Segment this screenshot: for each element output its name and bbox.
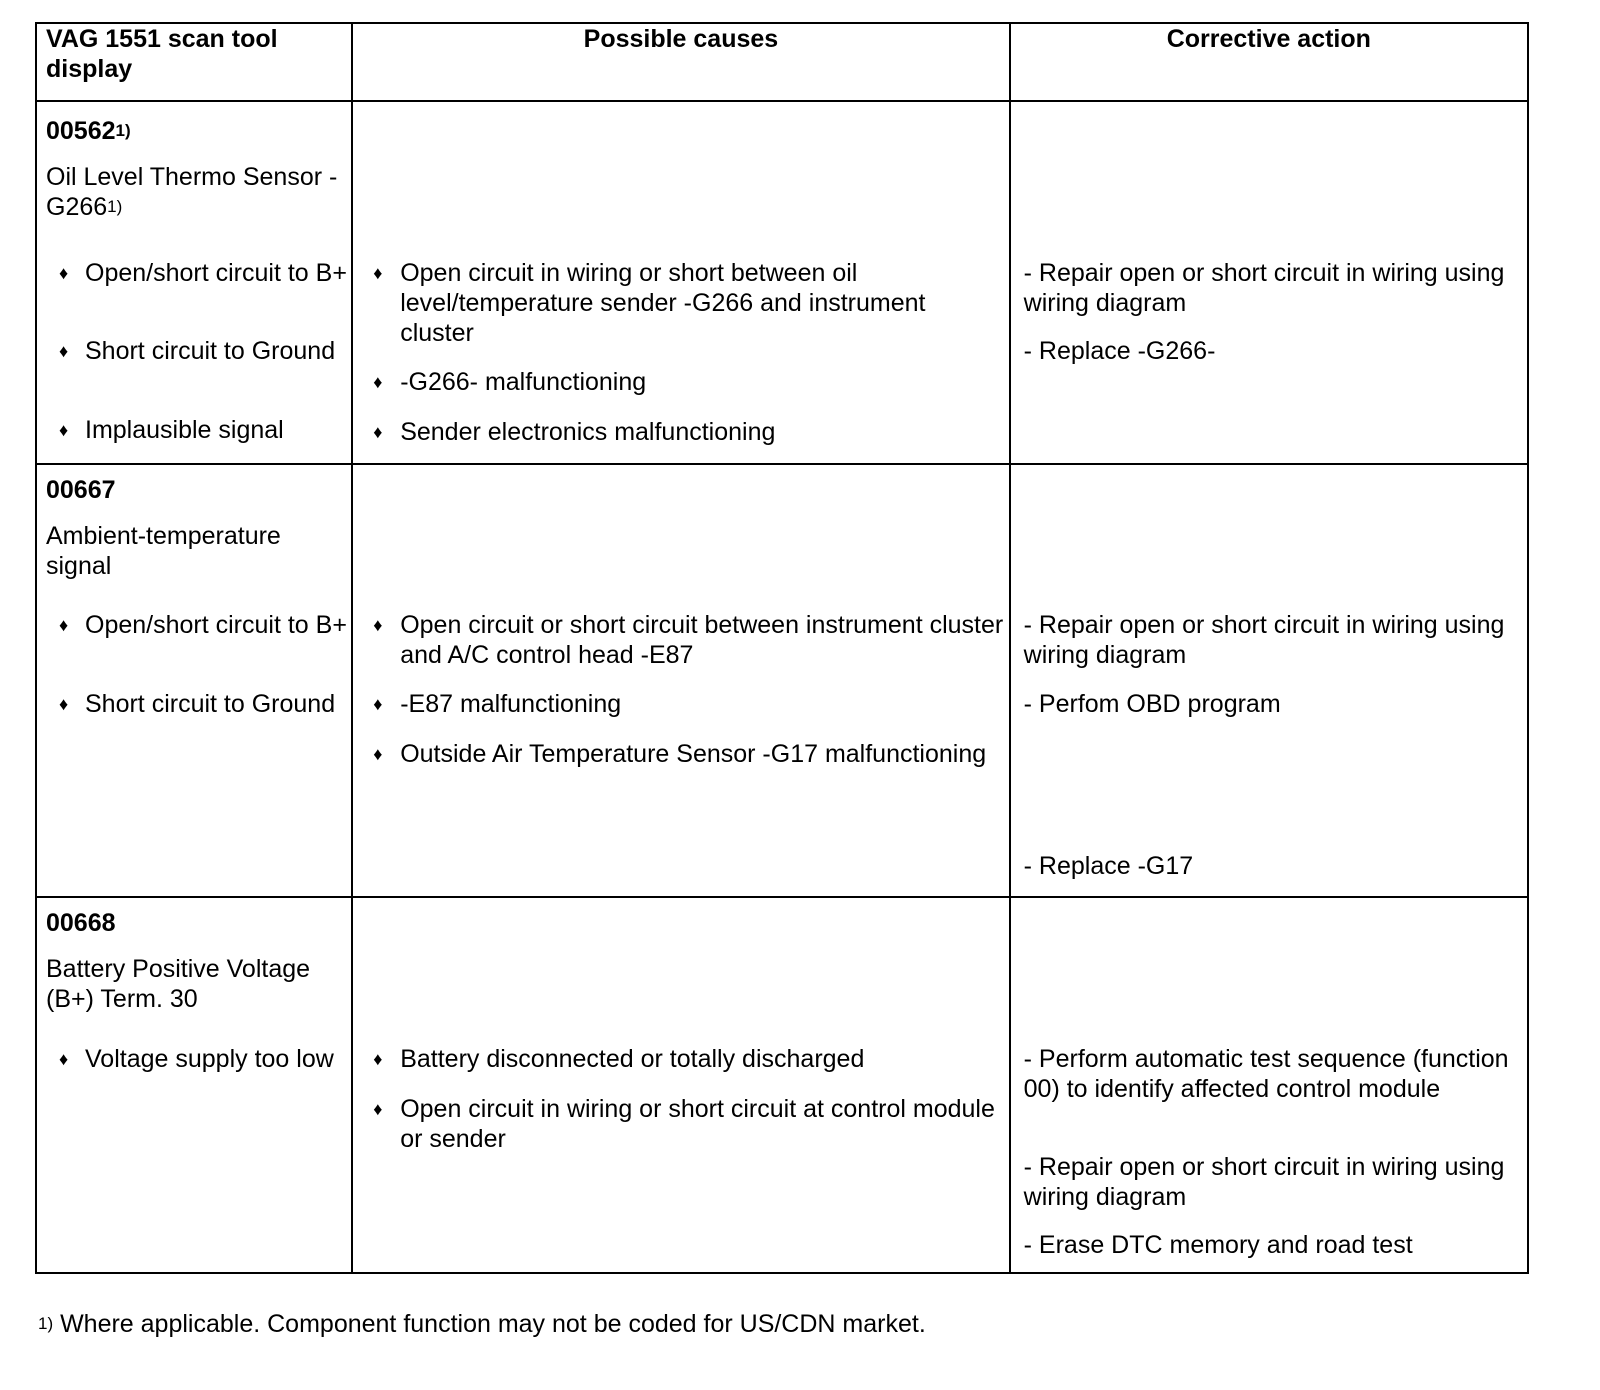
list-item bbox=[353, 367, 1004, 397]
list-item-text: Open circuit in wiring or short between oil level/temperature sender -G266 and instrument cluster bbox=[400, 259, 926, 348]
action-item: - Perform automatic test sequence (function 00) to identify affected control module bbox=[1023, 1044, 1509, 1103]
diamond-bullet-icon: ♦ bbox=[373, 744, 383, 765]
list-item bbox=[37, 415, 347, 445]
table-row bbox=[36, 101, 1528, 464]
list-item-text: Implausible signal bbox=[85, 416, 284, 445]
diamond-bullet-icon: ♦ bbox=[59, 694, 69, 715]
dtc-code bbox=[46, 908, 116, 938]
action-cell bbox=[1010, 897, 1528, 1273]
list-item-text: Open/short circuit to B+ bbox=[85, 611, 347, 640]
list-item bbox=[353, 610, 1004, 670]
diamond-bullet-icon: ♦ bbox=[59, 1048, 69, 1069]
list-item-text: Short circuit to Ground bbox=[85, 690, 336, 719]
header-action: Corrective action bbox=[1010, 23, 1528, 101]
action-cell bbox=[1010, 101, 1528, 464]
action-item: - Repair open or short circuit in wiring using wiring diagram bbox=[1023, 611, 1505, 670]
display-cell bbox=[36, 897, 352, 1273]
dtc-code bbox=[46, 116, 131, 146]
list-item-text: Open circuit or short circuit between instrument cluster and A/C control head -E87 bbox=[400, 611, 1004, 670]
list-item-text: Open/short circuit to B+ bbox=[85, 259, 347, 288]
diamond-bullet-icon: ♦ bbox=[373, 372, 383, 393]
list-item bbox=[353, 689, 1004, 719]
list-item bbox=[353, 1094, 1004, 1154]
action-item: - Replace -G266- bbox=[1023, 337, 1216, 366]
footnote-marker: 1) bbox=[107, 197, 123, 217]
footnote bbox=[38, 1309, 926, 1339]
dtc-code-text: 00562 bbox=[46, 117, 116, 146]
list-item bbox=[353, 1044, 1004, 1074]
list-item-text: Short circuit to Ground bbox=[85, 337, 336, 366]
causes-cell bbox=[352, 464, 1009, 896]
header-causes: Possible causes bbox=[352, 23, 1009, 101]
list-item bbox=[353, 258, 1004, 348]
action-item: - Perfom OBD program bbox=[1023, 690, 1281, 719]
header-display: VAG 1551 scan tool display bbox=[36, 23, 352, 101]
list-item bbox=[37, 610, 347, 640]
dtc-description-text: Battery Positive Voltage (B+) Term. 30 bbox=[46, 954, 311, 1013]
dtc-code bbox=[46, 475, 116, 505]
causes-cell bbox=[352, 897, 1009, 1273]
display-cell bbox=[36, 101, 352, 464]
diamond-bullet-icon: ♦ bbox=[373, 615, 383, 636]
dtc-description bbox=[46, 521, 347, 581]
action-item: - Erase DTC memory and road test bbox=[1023, 1230, 1413, 1259]
dtc-table bbox=[35, 22, 1529, 1274]
diamond-bullet-icon: ♦ bbox=[373, 694, 383, 715]
diamond-bullet-icon: ♦ bbox=[59, 341, 69, 362]
dtc-code-text: 00667 bbox=[46, 476, 116, 505]
action-item: - Replace -G17 bbox=[1023, 852, 1194, 881]
table-header-row bbox=[36, 23, 1528, 101]
table-row bbox=[36, 897, 1528, 1273]
footnote-marker: 1) bbox=[38, 1314, 54, 1333]
diamond-bullet-icon: ♦ bbox=[373, 1098, 383, 1119]
diamond-bullet-icon: ♦ bbox=[59, 263, 69, 284]
dtc-description-text: Oil Level Thermo Sensor -G266 bbox=[46, 163, 338, 222]
dtc-description bbox=[46, 954, 347, 1014]
list-item bbox=[37, 258, 347, 288]
list-item-text: Sender electronics malfunctioning bbox=[400, 418, 776, 447]
list-item-text: Battery disconnected or totally discharged bbox=[400, 1044, 865, 1073]
dtc-description bbox=[46, 162, 347, 222]
list-item bbox=[37, 689, 347, 719]
footnote-text: Where applicable. Component function may not be coded for US/CDN market. bbox=[53, 1310, 926, 1338]
dtc-code-text: 00668 bbox=[46, 908, 116, 937]
list-item bbox=[37, 1044, 347, 1074]
diamond-bullet-icon: ♦ bbox=[373, 263, 383, 284]
dtc-description-text: Ambient-temperature signal bbox=[46, 522, 281, 581]
diamond-bullet-icon: ♦ bbox=[373, 1048, 383, 1069]
list-item-text: -E87 malfunctioning bbox=[400, 690, 622, 719]
list-item-text: Voltage supply too low bbox=[85, 1044, 334, 1073]
list-item bbox=[353, 739, 1004, 769]
list-item-text: -G266- malfunctioning bbox=[400, 368, 647, 397]
list-item bbox=[353, 417, 1004, 447]
table-row bbox=[36, 464, 1528, 896]
list-item bbox=[37, 336, 347, 366]
list-item-text: Open circuit in wiring or short circuit at control module or sender bbox=[400, 1094, 995, 1153]
footnote-marker: 1) bbox=[115, 121, 131, 141]
list-item-text: Outside Air Temperature Sensor -G17 malfunctioning bbox=[400, 740, 987, 769]
display-cell bbox=[36, 464, 352, 896]
diamond-bullet-icon: ♦ bbox=[59, 420, 69, 441]
causes-cell bbox=[352, 101, 1009, 464]
action-cell bbox=[1010, 464, 1528, 896]
diamond-bullet-icon: ♦ bbox=[373, 422, 383, 443]
action-item: - Repair open or short circuit in wiring using wiring diagram bbox=[1023, 259, 1505, 318]
diamond-bullet-icon: ♦ bbox=[59, 615, 69, 636]
action-item: - Repair open or short circuit in wiring using wiring diagram bbox=[1023, 1152, 1505, 1211]
